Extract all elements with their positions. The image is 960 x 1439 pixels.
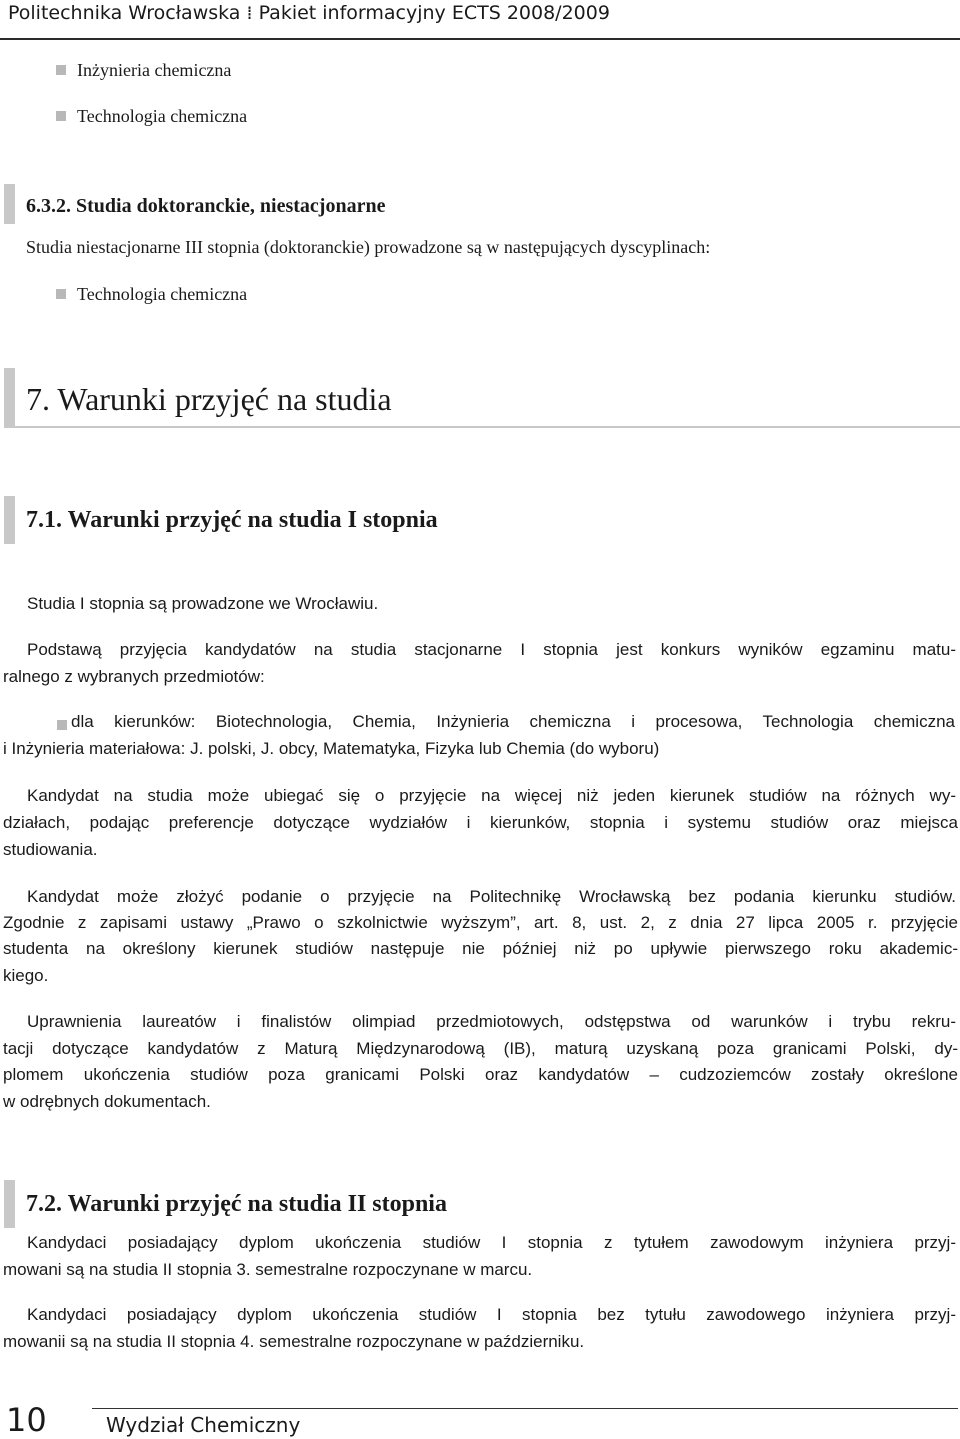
bullet-text: dla kierunków: Biotechnologia, Chemia, Inżynieria chemiczna i procesowa, Technologia chemiczna [57, 712, 955, 731]
section-title: 7.1. Warunki przyjęć na studia I stopnia [26, 507, 438, 533]
page-number: 10 [6, 1401, 47, 1439]
footer-label: Wydział Chemiczny [106, 1413, 301, 1437]
section-title: 6.3.2. Studia doktoranckie, niestacjonarne [26, 195, 386, 217]
bullet-line [57, 709, 955, 735]
footer-rule [92, 1408, 958, 1409]
bullet-line: i Inżynieria materiałowa: J. polski, J. obcy, Matematyka, Fizyka lub Chemia (do wyboru) [3, 739, 660, 758]
list-item: Technologia chemiczna [56, 103, 247, 129]
section-title: 7.2. Warunki przyjęć na studia II stopnia [26, 1191, 447, 1217]
paragraph-line: działach, podając preferencje dotyczące wydziałów i kierunków, stopnia i systemu studiów oraz miejsca [3, 813, 958, 832]
paragraph-line: Uprawnienia laureatów i finalistów olimpiad przedmiotowych, odstępstwa od warunków i trybu rekru- [27, 1012, 956, 1031]
section-heading-7-2 [4, 1180, 447, 1228]
paragraph-line: Kandydat może złożyć podanie o przyjęcie na Politechnikę Wrocławską bez podania kierunku studiów. [27, 887, 956, 906]
paragraph-line: plomem ukończenia studiów poza granicami Polski oraz kandydatów – cudzoziemców zostały określone [3, 1065, 958, 1084]
chapter-title: 7. Warunki przyjęć na studia [26, 381, 392, 417]
paragraph-line: studenta na określony kierunek studiów następuje nie później niż po upływie pierwszego roku akademic- [3, 939, 958, 958]
paragraph-line: tacji dotyczące kandydatów z Maturą Międzynarodową (IB), maturą uzyskaną poza granicami Polski, dy- [3, 1039, 958, 1058]
section-heading-6-3-2 [4, 184, 385, 224]
paragraph-line: mowani są na studia II stopnia 3. semestralne rozpoczynane w marcu. [3, 1260, 533, 1279]
page-header [0, 0, 960, 40]
paragraph-line: Podstawą przyjęcia kandydatów na studia stacjonarne I stopnia jest konkurs wyników egzaminu matu- [27, 640, 956, 659]
paragraph-line: mowanii są na studia II stopnia 4. semestralne rozpoczynane w październiku. [3, 1332, 585, 1351]
paragraph-line: Kandydaci posiadający dyplom ukończenia studiów I stopnia z tytułem zawodowym inżyniera przyj- [27, 1233, 956, 1252]
list-item: Inżynieria chemiczna [56, 57, 231, 83]
chapter-heading-7 [4, 368, 960, 428]
paragraph-line: studiowania. [3, 840, 98, 859]
paragraph-line: Kandydat na studia może ubiegać się o przyjęcie na więcej niż jeden kierunek studiów na różnych wy- [27, 786, 956, 805]
paragraph-line: Zgodnie z zapisami ustawy „Prawo o szkolnictwie wyższym”, art. 8, ust. 2, z dnia 27 lipca 2005 r. przyjęcie [3, 913, 958, 932]
section-intro: Studia niestacjonarne III stopnia (doktoranckie) prowadzone są w następujących dyscyplinach: [26, 237, 711, 257]
paragraph: Studia I stopnia są prowadzone we Wrocławiu. [27, 594, 379, 613]
section-heading-7-1 [4, 496, 438, 544]
paragraph-line: Kandydaci posiadający dyplom ukończenia studiów I stopnia bez tytułu zawodowego inżyniera przyj- [27, 1305, 956, 1324]
header-text: Politechnika Wrocławska ⁞ Pakiet informacyjny ECTS 2008/2009 [8, 2, 610, 24]
paragraph-line: w odrębnych dokumentach. [3, 1092, 211, 1111]
paragraph-line: kiego. [3, 966, 49, 985]
paragraph-line: ralnego z wybranych przedmiotów: [3, 667, 265, 686]
list-item: Technologia chemiczna [56, 281, 247, 307]
page-footer [0, 1400, 960, 1438]
